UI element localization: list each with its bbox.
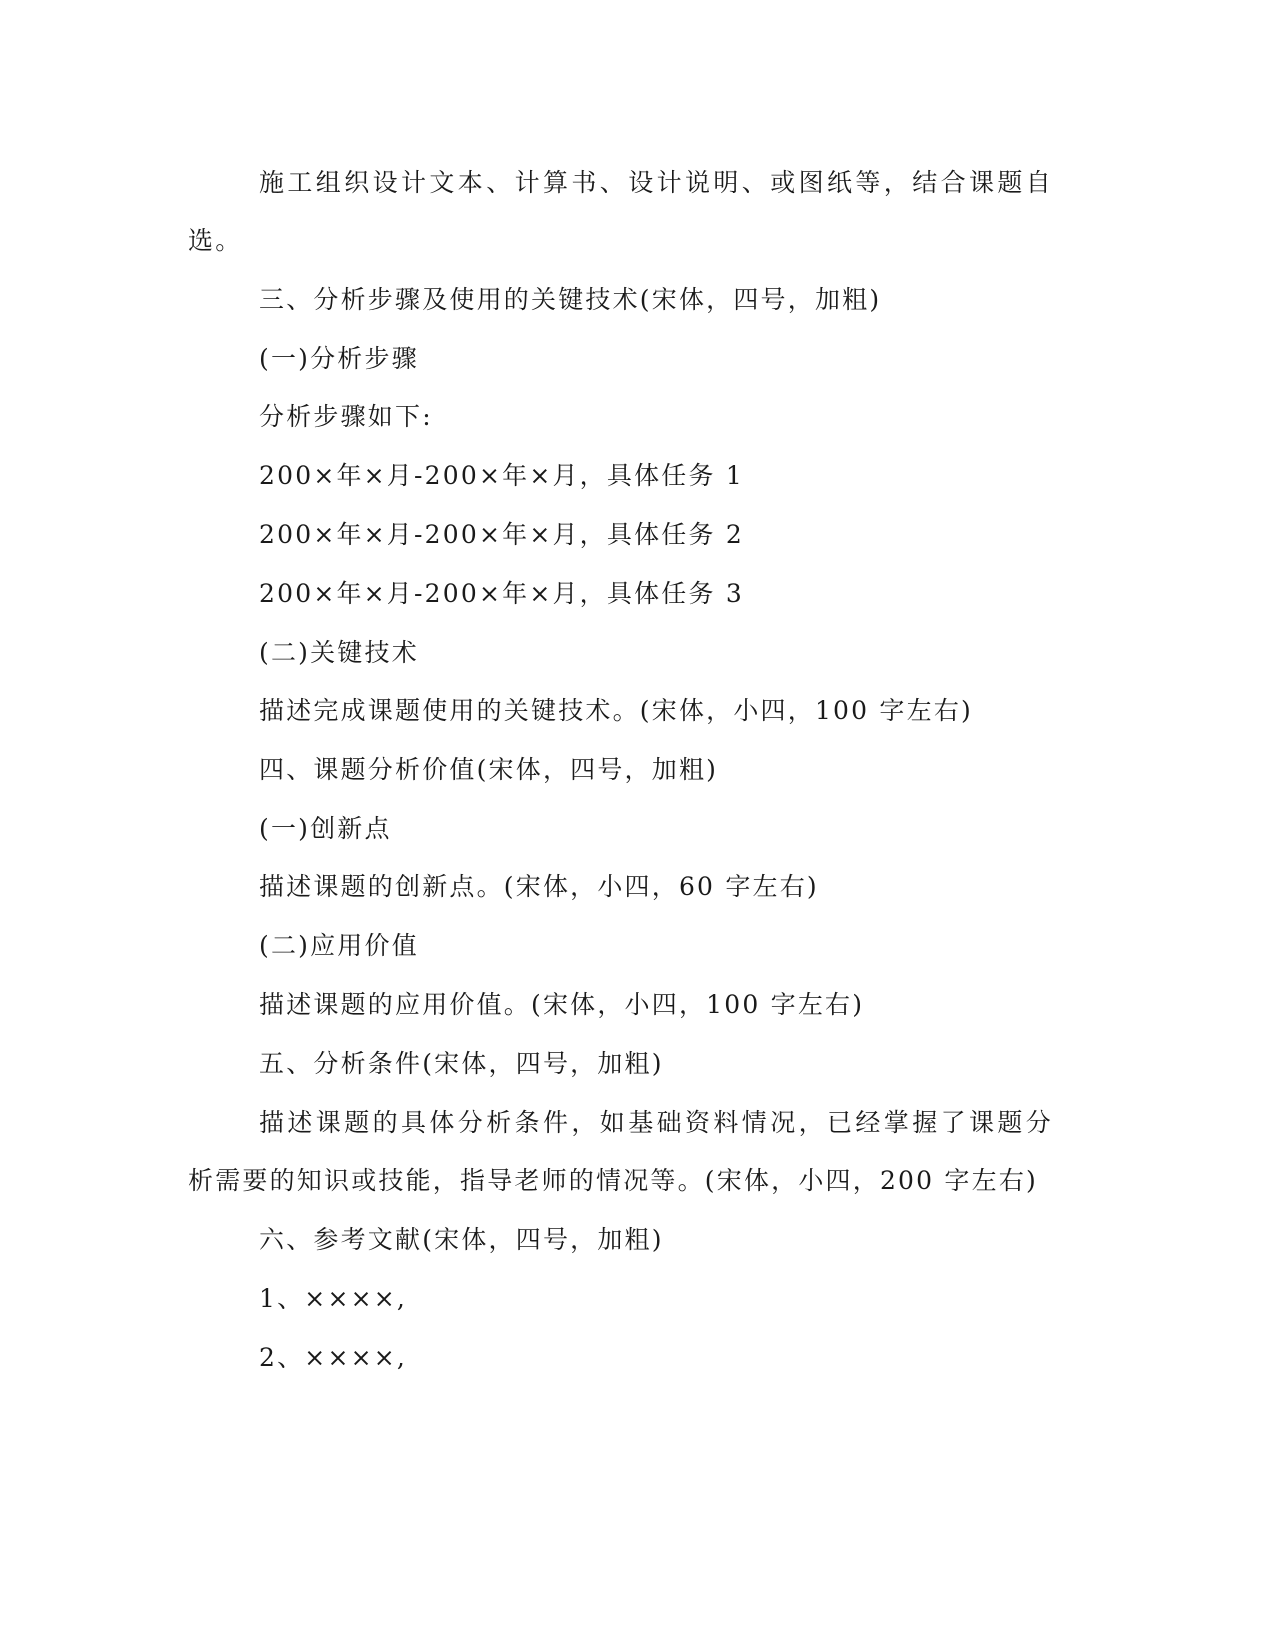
paragraph-line: 选。 xyxy=(188,226,243,255)
paragraph-line: 描述课题的具体分析条件，如基础资料情况，已经掌握了课题分 xyxy=(259,1108,1055,1137)
reference-item: 1、××××, xyxy=(259,1284,408,1313)
paragraph-line: 描述课题的应用价值。(宋体，小四，100 字左右) xyxy=(259,990,865,1019)
subsection-heading: (一)创新点 xyxy=(259,814,392,843)
reference-item: 2、××××, xyxy=(259,1343,408,1372)
paragraph-line: 描述完成课题使用的关键技术。(宋体，小四，100 字左右) xyxy=(259,696,973,725)
section-heading: 四、课题分析价值(宋体，四号，加粗) xyxy=(259,755,719,784)
paragraph-line: 施工组织设计文本、计算书、设计说明、或图纸等，结合课题自 xyxy=(259,168,1055,197)
paragraph-line: 析需要的知识或技能，指导老师的情况等。(宋体，小四，200 字左右) xyxy=(188,1166,1038,1195)
paragraph-line: 分析步骤如下: xyxy=(259,402,433,431)
list-item: 200×年×月-200×年×月，具体任务 2 xyxy=(259,520,744,549)
list-item: 200×年×月-200×年×月，具体任务 1 xyxy=(259,461,744,490)
section-heading: 六、参考文献(宋体，四号，加粗) xyxy=(259,1225,664,1254)
subsection-heading: (一)分析步骤 xyxy=(259,344,419,373)
section-heading: 五、分析条件(宋体，四号，加粗) xyxy=(259,1049,664,1078)
paragraph-line: 描述课题的创新点。(宋体，小四，60 字左右) xyxy=(259,872,819,901)
section-heading: 三、分析步骤及使用的关键技术(宋体，四号，加粗) xyxy=(259,285,882,314)
subsection-heading: (二)关键技术 xyxy=(259,638,419,667)
subsection-heading: (二)应用价值 xyxy=(259,931,419,960)
list-item: 200×年×月-200×年×月，具体任务 3 xyxy=(259,579,744,608)
